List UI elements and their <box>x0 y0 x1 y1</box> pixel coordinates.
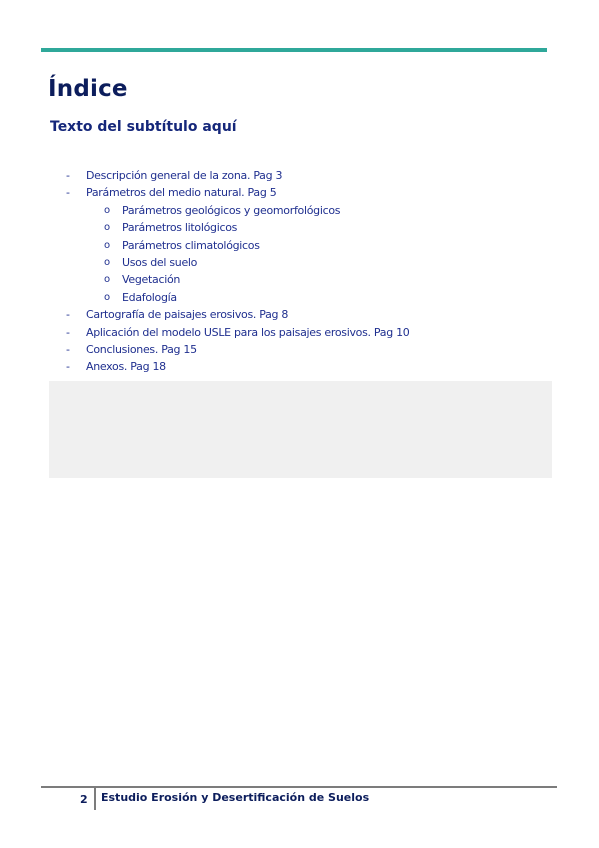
toc-item-text: Cartografía de paisajes erosivos. Pag 8 <box>86 308 289 322</box>
footer-document-title: Estudio Erosión y Desertificación de Suelos <box>101 791 370 804</box>
footer-divider <box>94 788 96 810</box>
placeholder-box <box>49 381 552 478</box>
toc-subitem <box>66 254 566 271</box>
toc-item-text: Anexos. Pag 18 <box>86 360 166 374</box>
toc-subitem-text: Parámetros geológicos y geomorfológicos <box>122 203 341 217</box>
page-subtitle: Texto del subtítulo aquí <box>50 119 237 135</box>
dash-bullet-icon: - <box>66 308 70 322</box>
header-rule <box>41 48 547 52</box>
toc-subitem-text: Parámetros climatológicos <box>122 238 260 252</box>
footer-rule <box>41 786 557 788</box>
table-of-contents <box>66 167 566 376</box>
toc-item <box>66 324 566 341</box>
circle-bullet-icon: o <box>104 291 110 303</box>
dash-bullet-icon: - <box>66 186 70 200</box>
toc-subitem-text: Vegetación <box>122 273 181 287</box>
dash-bullet-icon: - <box>66 342 70 356</box>
toc-subitem-text: Parámetros litológicos <box>122 221 238 235</box>
toc-item-text: Conclusiones. Pag 15 <box>86 342 197 356</box>
circle-bullet-icon: o <box>104 239 110 251</box>
toc-subitem <box>66 271 566 288</box>
toc-item-text: Aplicación del modelo USLE para los paisajes erosivos. Pag 10 <box>86 325 410 339</box>
dash-bullet-icon: - <box>66 325 70 339</box>
circle-bullet-icon: o <box>104 256 110 268</box>
toc-item <box>66 184 566 201</box>
toc-item <box>66 341 566 358</box>
dash-bullet-icon: - <box>66 360 70 374</box>
toc-subitem <box>66 219 566 236</box>
toc-item <box>66 306 566 323</box>
toc-item <box>66 358 566 375</box>
toc-subitem <box>66 289 566 306</box>
toc-subitem <box>66 202 566 219</box>
toc-item-text: Parámetros del medio natural. Pag 5 <box>86 186 277 200</box>
page-title: Índice <box>48 76 128 102</box>
toc-subitem-text: Edafología <box>122 290 177 304</box>
circle-bullet-icon: o <box>104 222 110 234</box>
toc-subitem <box>66 237 566 254</box>
toc-subitem-text: Usos del suelo <box>122 255 198 269</box>
toc-item <box>66 167 566 184</box>
toc-item-text: Descripción general de la zona. Pag 3 <box>86 169 283 182</box>
circle-bullet-icon: o <box>104 204 110 216</box>
dash-bullet-icon: - <box>66 169 70 182</box>
circle-bullet-icon: o <box>104 274 110 286</box>
page-number: 2 <box>80 793 88 806</box>
